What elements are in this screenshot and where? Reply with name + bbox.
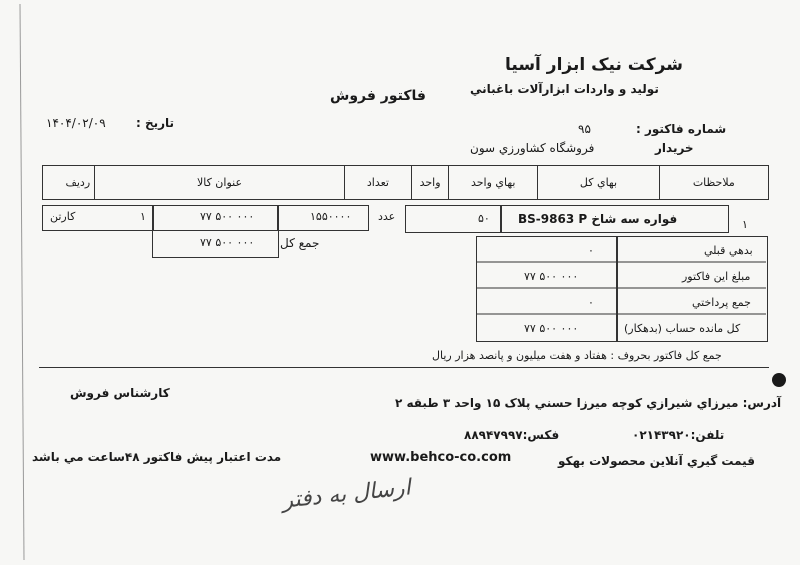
header-row-number: رديف <box>43 166 95 200</box>
header-quantity: تعداد <box>344 166 411 200</box>
items-table-header <box>42 165 769 200</box>
summary-paid-value: ۰ <box>588 296 594 309</box>
summary-previous-debt-label: بدهي قبلي <box>704 244 753 257</box>
summary-invoice-amount-value: ۷۷ ۵۰۰ ۰۰۰ <box>524 270 579 283</box>
fax: فکس:۸۸۹۴۷۹۹۷ <box>464 428 560 442</box>
date-value: ۱۴۰۴/۰۲/۰۹ <box>46 116 106 130</box>
header-item-title: عنوان کالا <box>95 166 345 200</box>
row-total: ۷۷ ۵۰۰ ۰۰۰ <box>200 210 255 223</box>
sales-expert: کارشناس فروش <box>70 386 170 400</box>
date-label: تاريخ : <box>136 116 175 130</box>
company-subtitle: توليد و واردات ابزارآلات باغباني <box>470 82 659 96</box>
summary-balance-label: کل مانده حساب (بدهکار) <box>624 322 741 335</box>
row-unit: عدد <box>378 210 396 223</box>
row-item-title: فواره سه شاخ BS-9863 P <box>518 212 678 226</box>
buyer-label: خريدار <box>655 141 694 155</box>
grand-total-value: ۷۷ ۵۰۰ ۰۰۰ <box>200 236 255 249</box>
total-in-words: جمع کل فاکتور بحروف : هفتاد و هفت ميليون و پانصد هزار ريال <box>432 349 722 362</box>
phone: تلفن:۰۲۱۴۳۹۲۰ <box>632 428 725 442</box>
row-package: کارتن <box>50 210 76 223</box>
header-total-price: بهاي کل <box>538 166 659 200</box>
grand-total-label: جمع کل <box>280 236 320 250</box>
summary-previous-debt-value: ۰ <box>588 244 594 257</box>
row-count: ۱ <box>140 210 146 223</box>
invoice-number-label: شماره فاکتور : <box>636 122 727 136</box>
online-price-note: قيمت گيري آنلاين محصولات بهکو <box>558 454 755 468</box>
summary-paid-label: جمع پرداختي <box>692 296 751 309</box>
company-name: شرکت نيک ابزار آسيا <box>505 55 683 75</box>
buyer-name: فروشگاه کشاورزي سون <box>470 141 595 155</box>
website[interactable]: www.behco-co.com <box>370 450 512 465</box>
row-number: ۱ <box>742 218 748 231</box>
row-quantity: ۵۰ <box>478 212 490 225</box>
footer-divider <box>39 367 769 368</box>
handwritten-note: ارسال به دفتر <box>281 475 412 514</box>
invoice-number: ۹۵ <box>578 122 591 136</box>
header-unit: واحد <box>412 166 449 200</box>
summary-balance-value: ۷۷ ۵۰۰ ۰۰۰ <box>524 322 579 335</box>
row-unit-price: ۱۵۵۰۰۰۰ <box>310 210 352 223</box>
summary-invoice-amount-label: مبلغ اين فاکتور <box>682 270 751 283</box>
header-notes: ملاحظات <box>659 166 768 200</box>
header-unit-price: بهاي واحد <box>449 166 538 200</box>
validity-note: مدت اعتبار پيش فاکتور ۴۸ساعت مي باشد <box>32 450 282 464</box>
address: آدرس: ميرزاي شيرازي کوچه ميرزا حسني پلاک ۱۵ واحد ۳ طبقه ۲ <box>395 396 782 410</box>
punch-hole <box>772 373 786 387</box>
document-title: فاکتور فروش <box>330 88 426 104</box>
